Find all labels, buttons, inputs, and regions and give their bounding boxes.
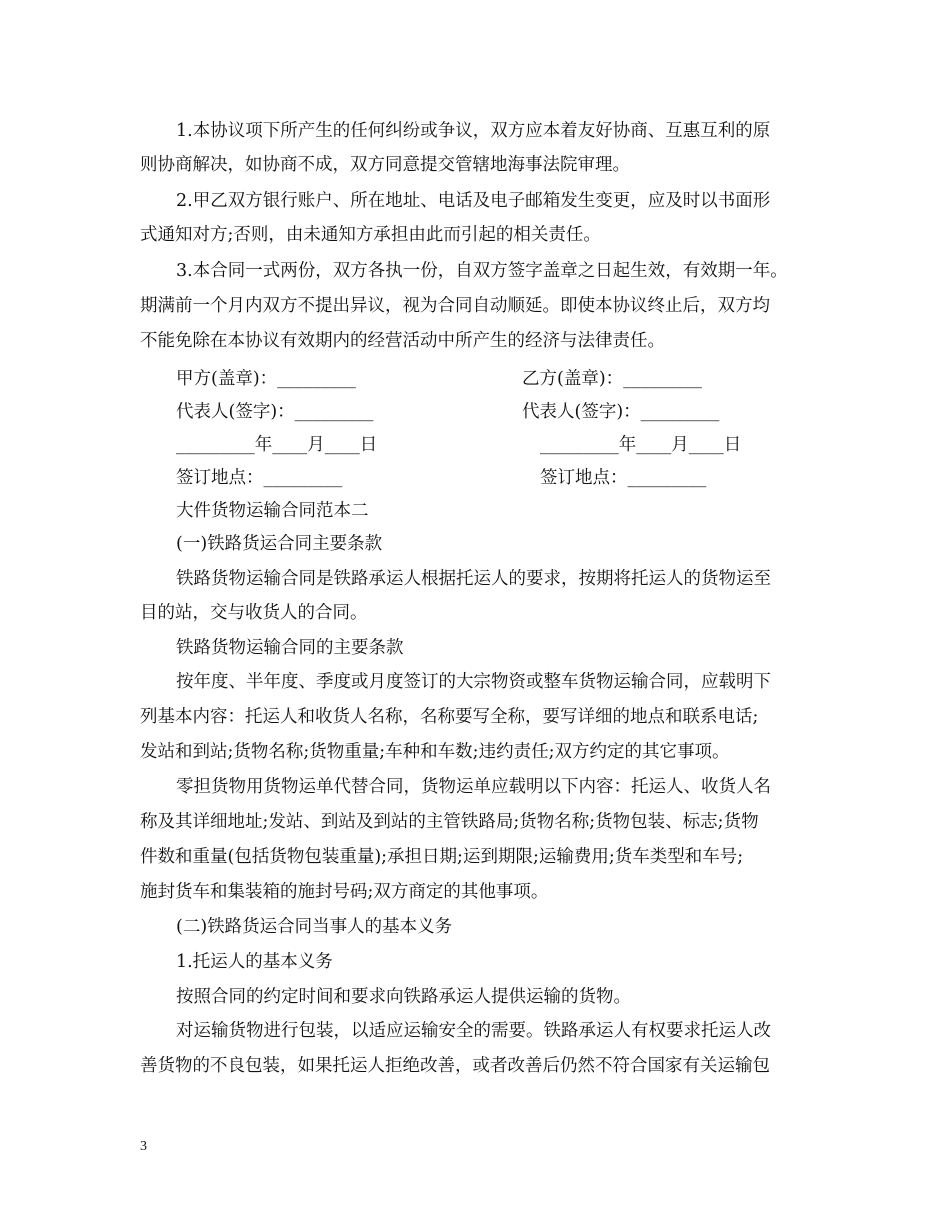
party-b-place: 签订地点：_________	[540, 468, 707, 488]
paragraph-2-line-2: 式通知对方;否则，由未通知方承担由此而引起的相关责任。	[140, 225, 601, 245]
subsection-heading-1: (一)铁路货运合同主要条款	[176, 534, 383, 554]
paragraph-6-line-3: 件数和重量(包括货物包装重量);承担日期;运到期限;运输费用;货车类型和车号;	[140, 847, 744, 867]
page-number: 3	[140, 1139, 147, 1154]
paragraph-5-line-3: 发站和到站;货物名称;货物重量;车种和车数;违约责任;双方约定的其它事项。	[140, 742, 730, 762]
subsection-heading-2: (二)铁路货运合同当事人的基本义务	[176, 917, 453, 937]
paragraph-5-line-1: 按年度、半年度、季度或月度签订的大宗物资或整车货物运输合同，应载明下	[176, 672, 771, 692]
paragraph-3-line-3: 不能免除在本协议有效期内的经营活动中所产生的经济与法律责任。	[140, 331, 665, 351]
party-a-place: 签订地点：_________	[176, 468, 343, 488]
paragraph-1-line-2: 则协商解决，如协商不成，双方同意提交管辖地海事法院审理。	[140, 155, 630, 175]
party-a-seal: 甲方(盖章)：_________	[176, 369, 356, 389]
paragraph-6-line-1: 零担货物用货物运单代替合同，货物运单应载明以下内容：托运人、收货人名	[176, 777, 771, 797]
party-b-representative: 代表人(签字)：_________	[522, 402, 720, 422]
paragraph-6-line-2: 称及其详细地址;发站、到站及到站的主管铁路局;货物名称;货物包装、标志;货物	[140, 812, 759, 832]
paragraph-8-line-1: 对运输货物进行包装，以适应运输安全的需要。铁路承运人有权要求托运人改	[176, 1021, 771, 1041]
paragraph-1-line-1: 1.本协议项下所产生的任何纠纷或争议，双方应本着友好协商、互惠互利的原	[176, 121, 771, 141]
paragraph-7-line-1: 按照合同的约定时间和要求向铁路承运人提供运输的货物。	[176, 987, 631, 1007]
paragraph-3-line-1: 3.本合同一式两份，双方各执一份，自双方签字盖章之日起生效，有效期一年。	[176, 261, 788, 281]
paragraph-2-line-1: 2.甲乙双方银行账户、所在地址、电话及电子邮箱发生变更，应及时以书面形	[176, 191, 771, 211]
paragraph-8-line-2: 善货物的不良包装，如果托运人拒绝改善，或者改善后仍然不符合国家有关运输包	[140, 1056, 770, 1076]
paragraph-6-line-4: 施封货车和集装箱的施封号码;双方商定的其他事项。	[140, 882, 549, 902]
paragraph-3-line-2: 期满前一个月内双方不提出异议，视为合同自动顺延。即使本协议终止后，双方均	[140, 296, 770, 316]
party-b-date: _________年____月____日	[540, 435, 742, 455]
section-title: 大件货物运输合同范本二	[176, 501, 369, 521]
paragraph-4-line-2: 目的站，交与收货人的合同。	[140, 603, 368, 623]
party-b-seal: 乙方(盖章)：_________	[522, 369, 702, 389]
party-a-representative: 代表人(签字)：_________	[176, 402, 374, 422]
paragraph-4-line-1: 铁路货物运输合同是铁路承运人根据托运人的要求，按期将托运人的货物运至	[176, 569, 771, 589]
paragraph-5-line-2: 列基本内容：托运人和收货人名称，名称要写全称，要写详细的地点和联系电话;	[140, 707, 759, 727]
party-a-date: _________年____月____日	[176, 435, 378, 455]
subheading-shipper-obligations: 1.托运人的基本义务	[176, 952, 333, 972]
subheading-main-terms: 铁路货物运输合同的主要条款	[176, 638, 404, 658]
